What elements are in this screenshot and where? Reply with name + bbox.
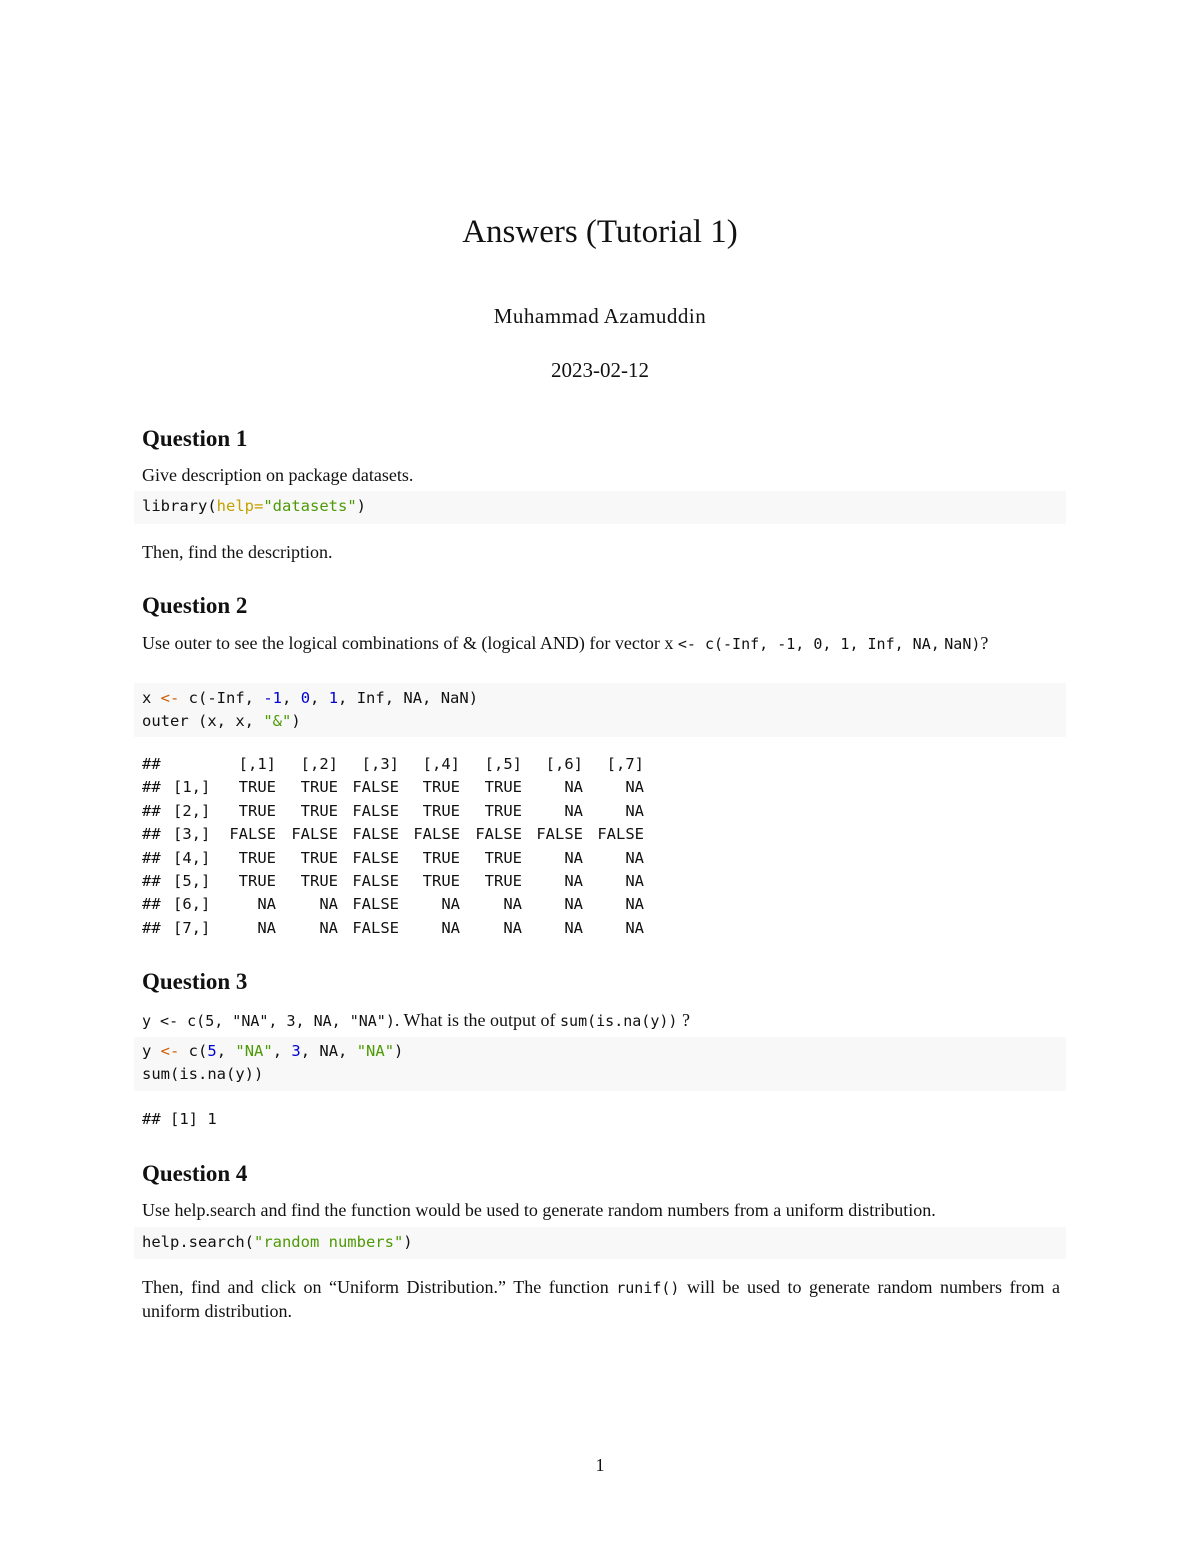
output-col-header: [,6] — [545, 755, 583, 773]
q2-text-before: Use outer to see the logical combinations of & (logical AND) for vector x — [142, 633, 678, 653]
q4-after-text-1: Then, find and click on “Uniform Distribution.” The function — [142, 1277, 617, 1297]
output-cell: FALSE — [291, 825, 338, 844]
code-number: -1 — [263, 689, 283, 707]
code-string: "datasets" — [263, 497, 357, 515]
question-1-text: Give description on package datasets. — [142, 465, 414, 485]
output-cell: FALSE — [597, 825, 644, 844]
code-token: x — [142, 689, 161, 707]
output-cell: NA — [625, 801, 644, 820]
output-col-header: [,4] — [422, 755, 460, 773]
output-cell: TRUE — [238, 801, 276, 820]
code-line-q2-1 — [142, 687, 478, 710]
code-token: , — [282, 689, 301, 707]
output-col-header: [,1] — [238, 755, 276, 773]
output-cell: NA — [503, 918, 522, 937]
output-row-label: [6,] — [173, 895, 211, 914]
code-token: , NA, — [300, 1042, 357, 1060]
output-cell: NA — [625, 871, 644, 890]
output-prefix: ## — [142, 848, 161, 867]
output-cell: NA — [503, 895, 522, 914]
code-line-q2-2 — [142, 710, 301, 733]
code-token: , Inf, NA, NaN) — [338, 689, 479, 707]
output-cell: NA — [564, 871, 583, 890]
code-close: ) — [403, 1233, 413, 1251]
output-cell: TRUE — [484, 778, 522, 797]
output-cell: FALSE — [352, 895, 399, 914]
output-row-label: [2,] — [173, 801, 211, 820]
code-token: y — [142, 1042, 161, 1060]
output-cell: TRUE — [238, 778, 276, 797]
code-operator: <- — [160, 689, 180, 707]
output-prefix: ## — [142, 918, 161, 937]
question-1-heading: Question 1 — [142, 426, 248, 451]
question-4-after — [142, 1276, 1060, 1323]
output-cell: FALSE — [352, 848, 399, 867]
output-cell: TRUE — [300, 871, 338, 890]
output-prefix: ## — [142, 871, 161, 890]
code-arg: help= — [216, 497, 264, 515]
output-cell: FALSE — [352, 918, 399, 937]
output-col-header: [,7] — [606, 755, 644, 773]
output-prefix: ## — [142, 778, 161, 797]
code-token: c(-Inf, — [179, 689, 264, 707]
q3-inline-code-1: y <- c(5, "NA", 3, NA, "NA") — [142, 1012, 395, 1030]
output-cell: FALSE — [352, 871, 399, 890]
output-cell: TRUE — [300, 801, 338, 820]
code-string: "&" — [263, 712, 292, 730]
code-number: 3 — [291, 1042, 301, 1060]
output-cell: NA — [564, 801, 583, 820]
output-prefix: ## — [142, 755, 161, 773]
question-3-text — [142, 1009, 1060, 1033]
output-cell: NA — [625, 848, 644, 867]
output-row-label: [5,] — [173, 871, 211, 890]
output-cell: TRUE — [484, 801, 522, 820]
code-number: 1 — [328, 689, 339, 707]
question-4-heading: Question 4 — [142, 1161, 248, 1186]
code-token: , — [216, 1042, 236, 1060]
code-string: "random numbers" — [253, 1233, 404, 1251]
output-col-header: [,3] — [361, 755, 399, 773]
output-cell: NA — [564, 918, 583, 937]
output-cell: TRUE — [300, 848, 338, 867]
output-cell: NA — [441, 895, 460, 914]
question-4-text: Use help.search and find the function would be used to generate random numbers from a uniform distribution. — [142, 1200, 936, 1220]
document-title: Answers (Tutorial 1) — [462, 214, 738, 250]
q3-text-end: ? — [677, 1010, 690, 1030]
output-cell: NA — [564, 848, 583, 867]
output-row-label: [1,] — [173, 778, 211, 797]
code-token: c( — [179, 1042, 208, 1060]
output-cell: FALSE — [413, 825, 460, 844]
code-fn: library( — [142, 497, 217, 515]
output-cell: TRUE — [484, 871, 522, 890]
output-cell: FALSE — [475, 825, 522, 844]
code-line-q4 — [142, 1231, 413, 1254]
output-col-header: [,5] — [484, 755, 522, 773]
code-token: , — [272, 1042, 292, 1060]
output-cell: TRUE — [484, 848, 522, 867]
q3-inline-code-2: sum(is.na(y)) — [560, 1012, 678, 1030]
output-cell: NA — [625, 918, 644, 937]
code-token: ) — [394, 1042, 404, 1060]
output-cell: TRUE — [422, 801, 460, 820]
code-number: 0 — [300, 689, 311, 707]
page-number: 1 — [595, 1455, 605, 1475]
code-token: outer (x, x, — [142, 712, 264, 730]
output-cell: FALSE — [352, 801, 399, 820]
output-row-label: [7,] — [173, 918, 211, 937]
question-2-heading: Question 2 — [142, 593, 248, 618]
q3-output: ## [1] 1 — [142, 1110, 217, 1128]
output-prefix: ## — [142, 895, 161, 914]
output-prefix: ## — [142, 801, 161, 820]
output-cell: TRUE — [422, 778, 460, 797]
document-author: Muhammad Azamuddin — [493, 304, 707, 328]
output-cell: FALSE — [352, 825, 399, 844]
code-string: "NA" — [235, 1042, 273, 1060]
code-token: ) — [291, 712, 301, 730]
q4-after-text-2: will be used to generate random numbers from a uniform distribution. — [142, 1277, 1061, 1321]
output-row-label: [4,] — [173, 848, 211, 867]
q2-inline-code-1: <- c(-Inf, -1, 0, 1, Inf, NA, — [677, 635, 940, 653]
q4-inline-code: runif() — [616, 1279, 680, 1297]
output-cell: NA — [441, 918, 460, 937]
output-cell: TRUE — [422, 848, 460, 867]
code-line-q1 — [142, 495, 366, 518]
output-cell: TRUE — [300, 778, 338, 797]
output-cell: TRUE — [238, 871, 276, 890]
code-token: , — [310, 689, 329, 707]
code-string: "NA" — [356, 1042, 395, 1060]
document-date: 2023-02-12 — [551, 358, 649, 382]
code-number: 5 — [207, 1042, 217, 1060]
q2-text-after: ? — [980, 633, 989, 653]
output-cell: TRUE — [238, 848, 276, 867]
output-cell: NA — [319, 918, 338, 937]
output-cell: FALSE — [229, 825, 276, 844]
code-line-q3-2: sum(is.na(y)) — [142, 1065, 264, 1083]
output-cell: NA — [625, 895, 644, 914]
question-3-heading: Question 3 — [142, 969, 248, 994]
code-fn: help.search( — [142, 1233, 254, 1251]
code-close: ) — [356, 497, 366, 515]
output-prefix: ## — [142, 825, 161, 844]
output-col-header: [,2] — [300, 755, 338, 773]
output-row-label: [3,] — [173, 825, 211, 844]
q3-text-mid: . What is the output of — [394, 1010, 561, 1030]
output-cell: NA — [319, 895, 338, 914]
q2-inline-code-2: NaN) — [944, 635, 981, 653]
output-cell: NA — [257, 918, 276, 937]
code-operator: <- — [160, 1042, 180, 1060]
output-cell: NA — [564, 895, 583, 914]
output-cell: NA — [625, 778, 644, 797]
code-line-q3-1 — [142, 1040, 403, 1063]
question-1-after: Then, find the description. — [142, 542, 333, 562]
output-cell: NA — [564, 778, 583, 797]
question-2-text — [142, 632, 1060, 656]
output-cell: NA — [257, 895, 276, 914]
output-cell: TRUE — [422, 871, 460, 890]
output-cell: FALSE — [536, 825, 583, 844]
output-cell: FALSE — [352, 778, 399, 797]
